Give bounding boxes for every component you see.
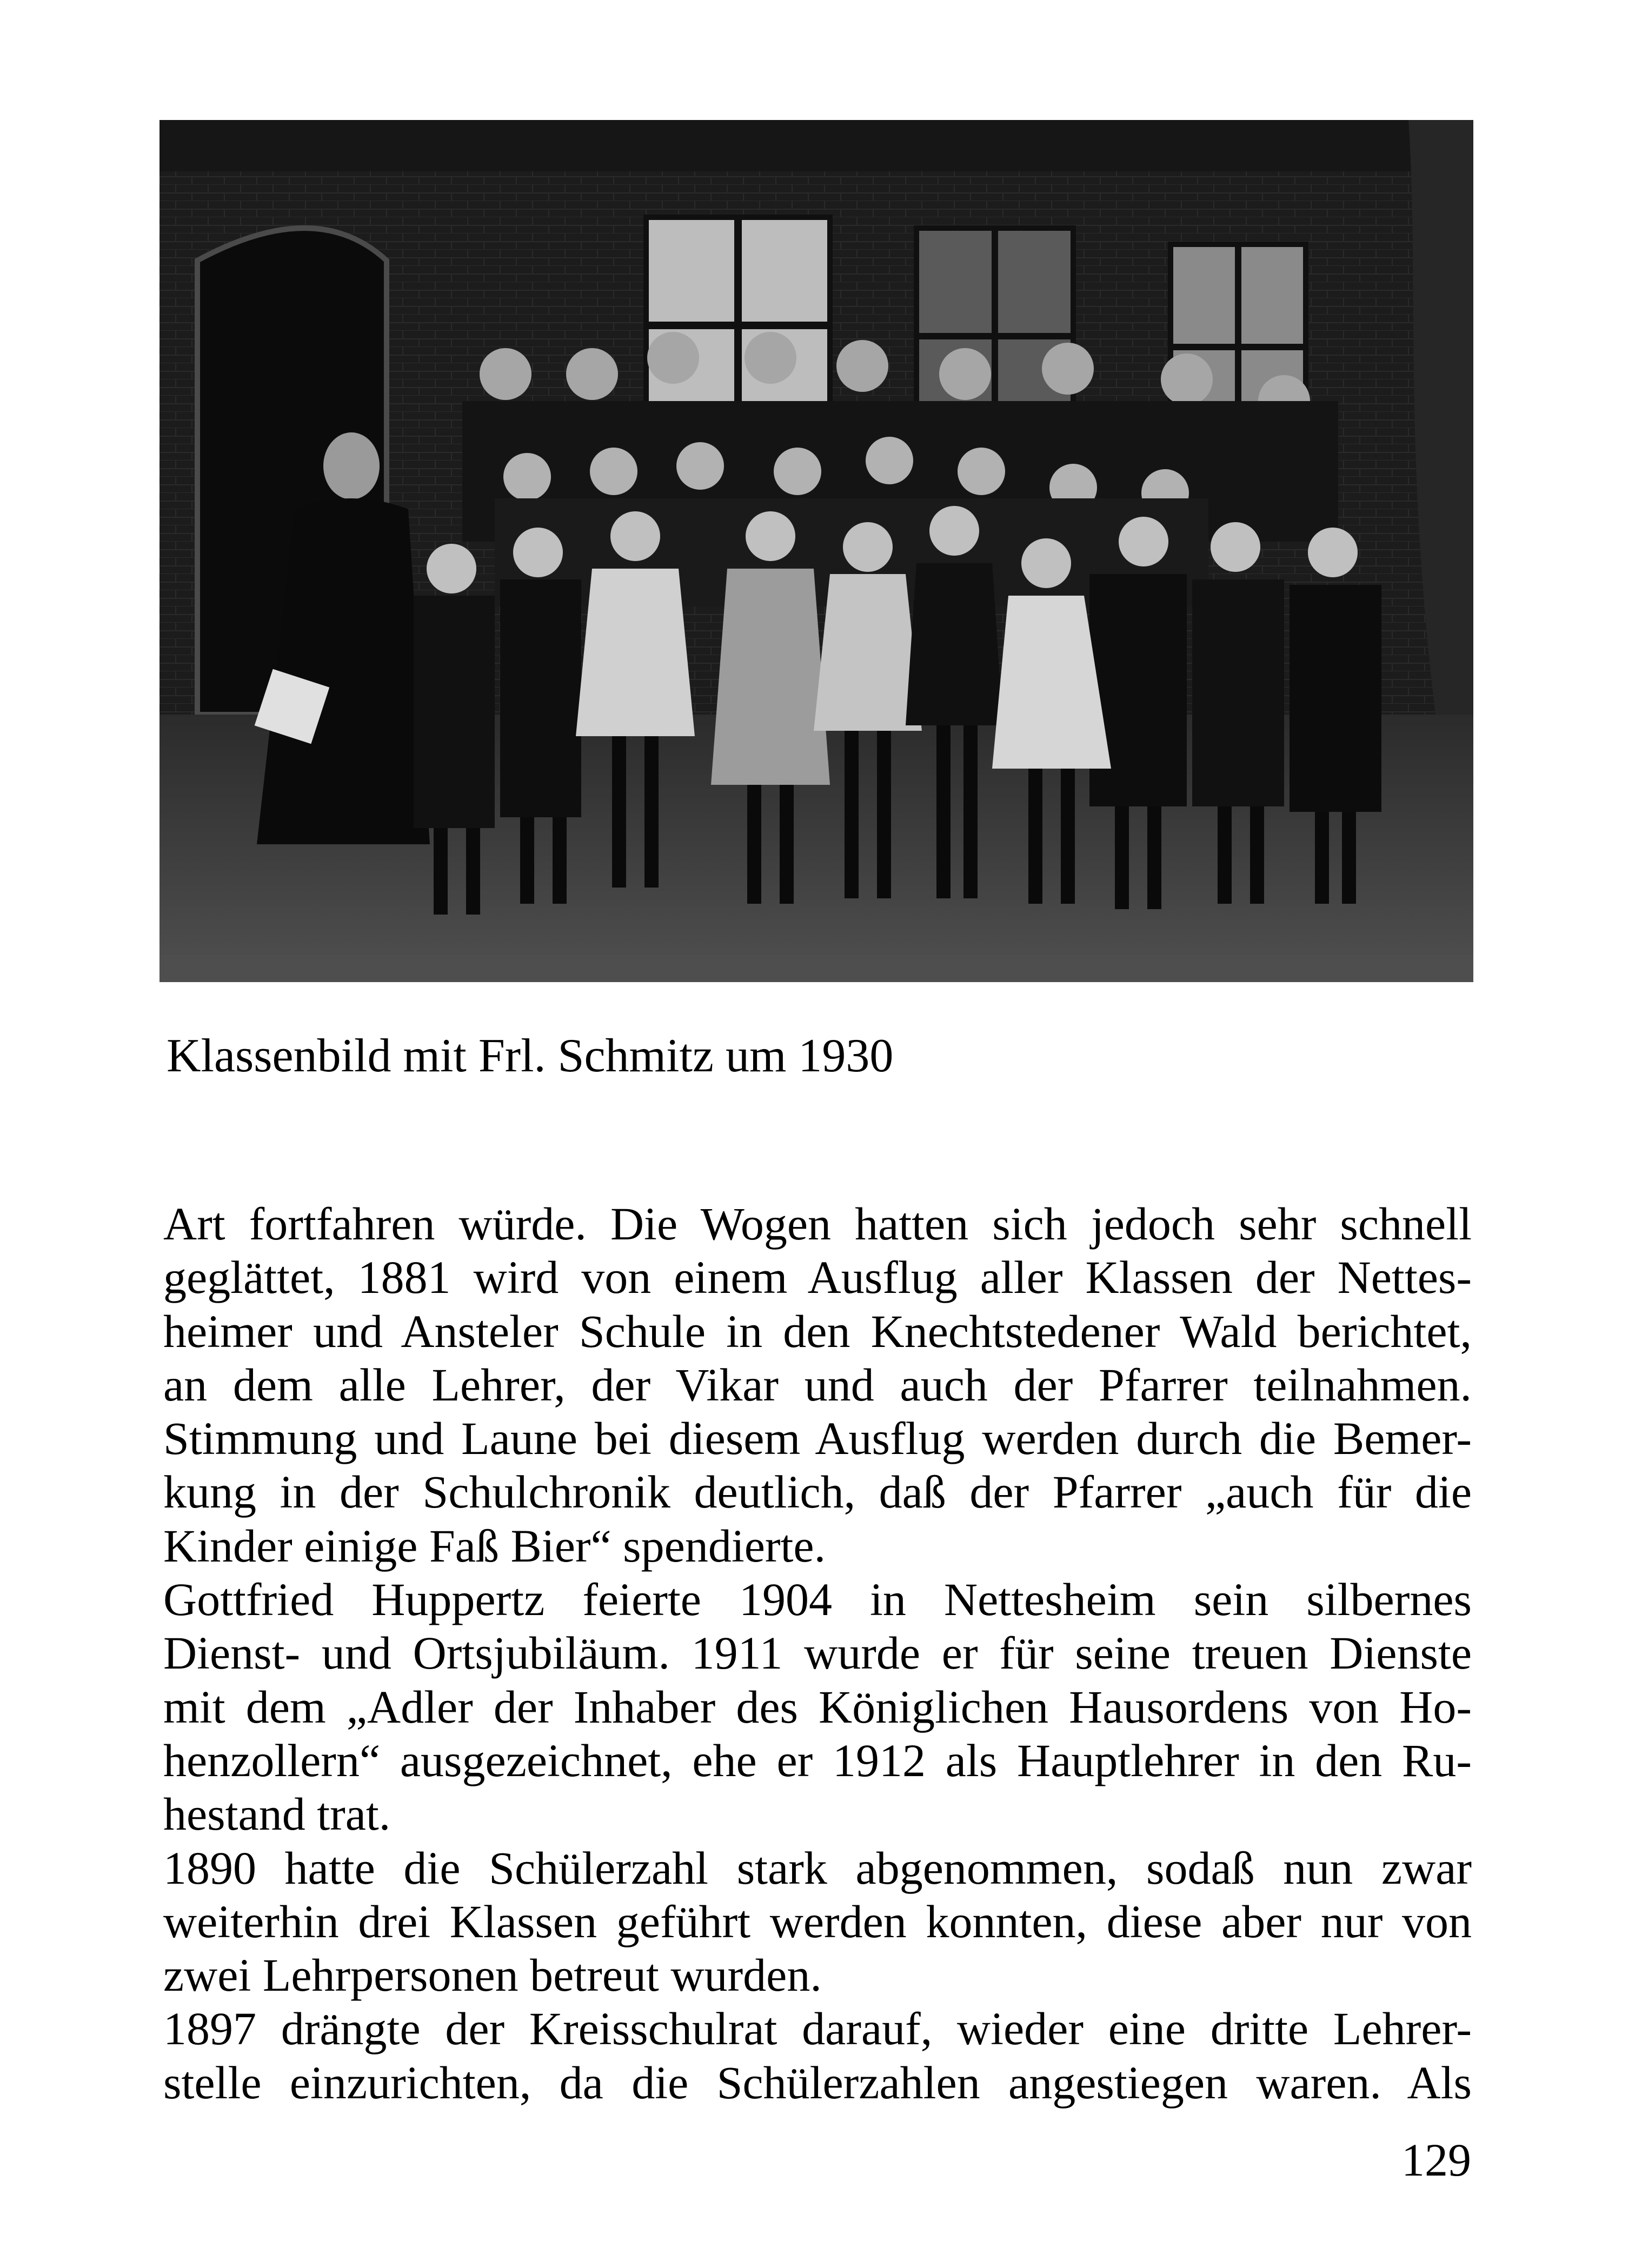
text-line: hestand trat. — [163, 1788, 391, 1840]
text-line: zwei Lehrpersonen betreut wurden. — [163, 1949, 822, 2002]
text-line: Stimmung und Laune bei diesem Ausflug werden durch die Bemer- — [163, 1412, 1472, 1465]
class-photo-illustration — [159, 120, 1473, 982]
text-line: 1890 hatte die Schülerzahl stark abgenommen, sodaß nun zwar — [163, 1842, 1472, 1894]
body-paragraphs — [163, 1197, 1472, 2110]
page-number: 129 — [1401, 2134, 1471, 2186]
text-line: stelle einzurichten, da die Schülerzahlen angestiegen waren. Als — [163, 2056, 1472, 2109]
text-line: Dienst- und Ortsjubiläum. 1911 wurde er für seine treuen Dienste — [163, 1627, 1472, 1679]
text-line: heimer und Ansteler Schule in den Knechtstedener Wald berichtet, — [163, 1305, 1472, 1357]
photo-caption: Klassenbild mit Frl. Schmitz um 1930 — [167, 1030, 894, 1082]
text-line: Gottfried Huppertz feierte 1904 in Nettesheim sein silbernes — [163, 1573, 1472, 1626]
class-photo — [159, 120, 1473, 982]
text-line: geglättet, 1881 wird von einem Ausflug aller Klassen der Nettes- — [163, 1251, 1472, 1304]
text-line: Art fortfahren würde. Die Wogen hatten sich jedoch sehr schnell — [163, 1198, 1472, 1250]
text-line: weiterhin drei Klassen geführt werden konnten, diese aber nur von — [163, 1895, 1472, 1947]
text-line: mit dem „Adler der Inhaber des Königlichen Hausordens von Ho- — [163, 1680, 1472, 1733]
text-line: henzollern“ ausgezeichnet, ehe er 1912 als Hauptlehrer in den Ru- — [163, 1734, 1472, 1786]
text-line: 1897 drängte der Kreisschulrat darauf, wieder eine dritte Lehrer- — [163, 2003, 1472, 2055]
text-line: Kinder einige Faß Bier“ spendierte. — [163, 1519, 826, 1572]
text-line: an dem alle Lehrer, der Vikar und auch der Pfarrer teilnahmen. — [163, 1358, 1472, 1411]
text-line: kung in der Schulchronik deutlich, daß der Pfarrer „auch für die — [163, 1466, 1472, 1518]
